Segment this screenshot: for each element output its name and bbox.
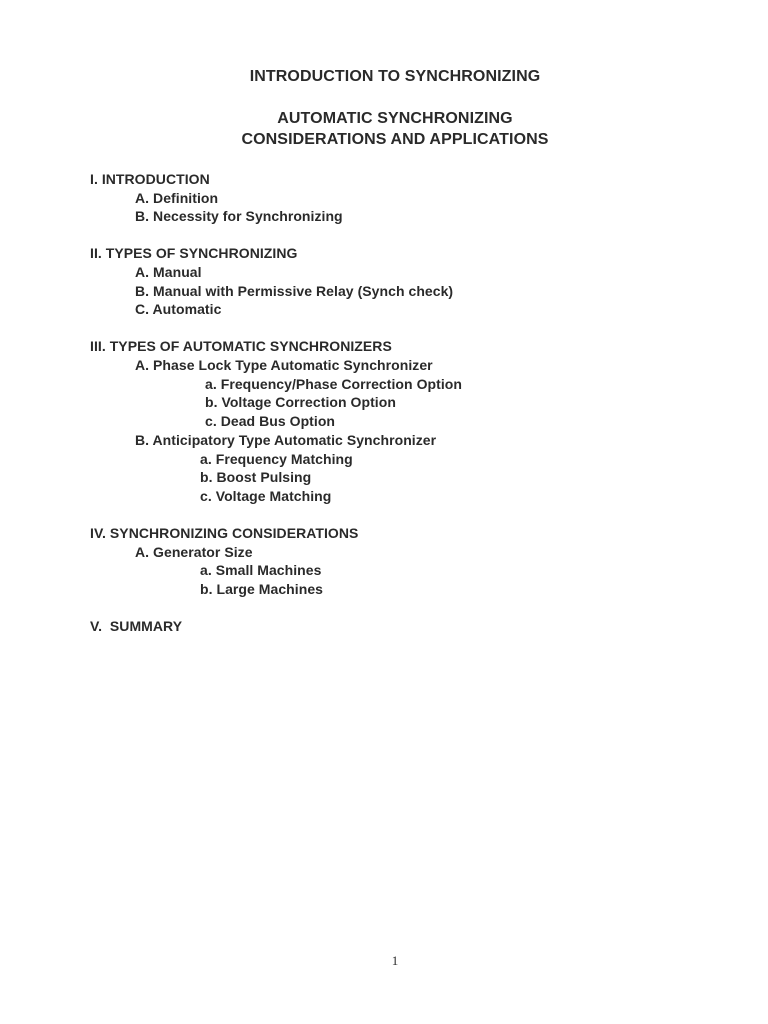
outline-item: A. Phase Lock Type Automatic Synchronizer: [135, 357, 433, 373]
outline-item: B. Anticipatory Type Automatic Synchronizer: [135, 432, 437, 448]
outline-item: A. Manual: [135, 264, 202, 280]
outline-item: B. Manual with Permissive Relay (Synch check): [135, 283, 454, 299]
page-number: 1: [391, 953, 399, 968]
outline-section-heading: V. SUMMARY: [90, 618, 183, 634]
outline-subitem: c. Dead Bus Option: [205, 413, 336, 429]
outline-section-heading: III. TYPES OF AUTOMATIC SYNCHRONIZERS: [90, 338, 392, 354]
outline-section-heading: II. TYPES OF SYNCHRONIZING: [90, 245, 298, 261]
outline-item: B. Necessity for Synchronizing: [135, 208, 343, 224]
outline-subitem: a. Frequency/Phase Correction Option: [205, 376, 462, 392]
outline-subitem: b. Voltage Correction Option: [205, 394, 396, 410]
outline-subitem: a. Frequency Matching: [200, 451, 353, 467]
outline-subitem: b. Boost Pulsing: [200, 469, 312, 485]
outline-item: A. Definition: [135, 190, 219, 206]
document-title: INTRODUCTION TO SYNCHRONIZING: [249, 68, 541, 85]
outline-section-heading: I. INTRODUCTION: [90, 171, 210, 187]
outline-item: A. Generator Size: [135, 544, 253, 560]
outline-item: C. Automatic: [135, 301, 222, 317]
outline-section-heading: IV. SYNCHRONIZING CONSIDERATIONS: [90, 525, 359, 541]
document-subtitle-line-1: AUTOMATIC SYNCHRONIZING: [277, 110, 513, 127]
outline-subitem: c. Voltage Matching: [200, 488, 332, 504]
outline-subitem: b. Large Machines: [200, 581, 323, 597]
outline-subitem: a. Small Machines: [200, 562, 322, 578]
document-subtitle-line-2: CONSIDERATIONS AND APPLICATIONS: [241, 131, 549, 148]
